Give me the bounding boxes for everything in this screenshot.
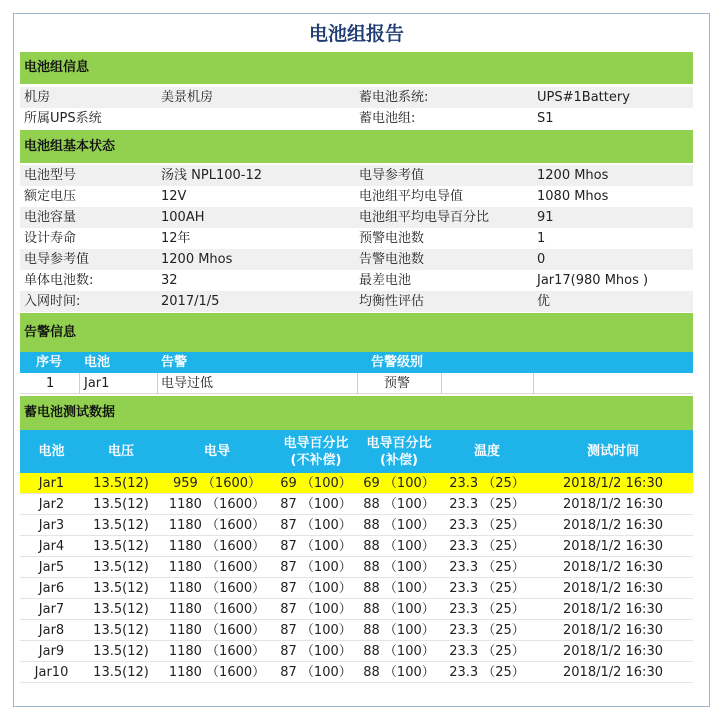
alarm-header [20,352,693,373]
test-temperature: 23.3 （25） [449,518,525,533]
info-label: 机房 [24,90,51,105]
test-battery: Jar5 [38,560,65,575]
status-row [20,207,693,228]
test-battery: Jar6 [38,581,65,596]
test-time: 2018/1/2 16:30 [563,539,663,554]
test-pct-comp: 88 （100） [363,518,435,533]
test-battery: Jar9 [38,644,65,659]
status-value: 优 [537,294,551,309]
test-battery: Jar3 [38,518,65,533]
status-label: 最差电池 [359,273,412,288]
info-grid [20,87,693,129]
status-value: 32 [161,273,178,288]
test-temperature: 23.3 （25） [449,539,525,554]
test-conductance: 1180 （1600） [168,539,266,554]
test-time: 2018/1/2 16:30 [563,665,663,680]
test-temperature: 23.3 （25） [449,623,525,638]
section-battery-info: 电池组信息 [20,52,693,84]
test-battery: Jar7 [38,602,65,617]
test-conductance: 1180 （1600） [168,623,266,638]
info-label: 所属UPS系统 [24,111,102,126]
test-temperature: 23.3 （25） [449,602,525,617]
info-value: UPS#1Battery [537,90,630,105]
status-label: 告警电池数 [359,252,425,267]
info-value: 美景机房 [161,90,214,105]
table-row [20,662,693,683]
test-pct-comp: 69 （100） [363,476,435,491]
alarm-header-level: 告警级别 [371,355,424,370]
test-header [20,430,693,473]
section-test-data: 蓄电池测试数据 [20,396,693,430]
test-header-pct-comp: 电导百分比 (补偿) [366,435,432,468]
test-time: 2018/1/2 16:30 [563,497,663,512]
alarm-level: 预警 [384,376,411,391]
test-header-voltage: 电压 [107,444,134,459]
alarm-header-alarm: 告警 [161,355,188,370]
status-value: 100AH [161,210,205,225]
status-label: 入网时间: [24,294,81,309]
test-conductance: 1180 （1600） [168,644,266,659]
test-voltage: 13.5(12) [93,476,149,491]
test-time: 2018/1/2 16:30 [563,602,663,617]
test-temperature: 23.3 （25） [449,497,525,512]
status-label: 电池组平均电导百分比 [359,210,490,225]
table-row [20,536,693,557]
report-title: 电池组报告 [308,23,404,45]
test-conductance: 1180 （1600） [168,497,266,512]
status-label: 电池型号 [24,168,77,183]
test-temperature: 23.3 （25） [449,581,525,596]
status-label: 均衡性评估 [359,294,425,309]
status-value: 1200 Mhos [537,168,609,183]
info-label: 蓄电池系统: [359,90,429,105]
test-conductance: 1180 （1600） [168,665,266,680]
test-temperature: 23.3 （25） [449,560,525,575]
test-conductance: 959 （1600） [172,476,262,491]
test-time: 2018/1/2 16:30 [563,623,663,638]
table-row [20,473,693,494]
table-row [20,620,693,641]
status-row [20,291,693,312]
test-pct-comp: 88 （100） [363,644,435,659]
test-time: 2018/1/2 16:30 [563,560,663,575]
status-value: 0 [537,252,546,267]
test-voltage: 13.5(12) [93,518,149,533]
test-time: 2018/1/2 16:30 [563,644,663,659]
test-header-conductance: 电导 [203,444,230,459]
status-grid [20,165,693,312]
test-voltage: 13.5(12) [93,665,149,680]
status-label: 单体电池数: [24,273,94,288]
section-alarm-info: 告警信息 [20,313,693,352]
test-battery: Jar4 [38,539,65,554]
test-header-battery: 电池 [38,444,65,459]
test-pct-uncomp: 87 （100） [280,644,352,659]
status-row [20,270,693,291]
info-label: 蓄电池组: [359,111,416,126]
status-label: 电池组平均电导值 [359,189,464,204]
test-pct-comp: 88 （100） [363,602,435,617]
status-value: 2017/1/5 [161,294,220,309]
status-value: 1 [537,231,546,246]
test-voltage: 13.5(12) [93,560,149,575]
test-time: 2018/1/2 16:30 [563,476,663,491]
test-conductance: 1180 （1600） [168,518,266,533]
status-value: 12V [161,189,187,204]
test-pct-uncomp: 87 （100） [280,623,352,638]
test-pct-comp: 88 （100） [363,623,435,638]
test-voltage: 13.5(12) [93,644,149,659]
test-pct-uncomp: 69 （100） [280,476,352,491]
test-conductance: 1180 （1600） [168,581,266,596]
table-row [20,599,693,620]
test-battery: Jar10 [34,665,69,680]
test-pct-uncomp: 87 （100） [280,581,352,596]
alarm-header-battery: 电池 [84,355,111,370]
status-label: 设计寿命 [24,231,77,246]
section-basic-status: 电池组基本状态 [20,130,693,163]
status-value: 1200 Mhos [161,252,233,267]
status-row [20,228,693,249]
alarm-header-index: 序号 [36,355,63,370]
status-value: 汤浅 NPL100-12 [161,168,262,183]
test-temperature: 23.3 （25） [449,476,525,491]
test-battery: Jar8 [38,623,65,638]
status-label: 电池容量 [24,210,77,225]
test-voltage: 13.5(12) [93,539,149,554]
test-table-body [20,473,693,683]
table-row [20,557,693,578]
test-pct-comp: 88 （100） [363,497,435,512]
status-row [20,249,693,270]
test-conductance: 1180 （1600） [168,560,266,575]
test-pct-comp: 88 （100） [363,581,435,596]
test-voltage: 13.5(12) [93,602,149,617]
test-pct-uncomp: 87 （100） [280,539,352,554]
info-row [20,87,693,108]
test-pct-comp: 88 （100） [363,560,435,575]
status-row [20,186,693,207]
test-header-test-time: 测试时间 [586,444,639,459]
test-time: 2018/1/2 16:30 [563,518,663,533]
alarm-index: 1 [46,376,55,391]
test-pct-uncomp: 87 （100） [280,560,352,575]
test-voltage: 13.5(12) [93,623,149,638]
status-value: 1080 Mhos [537,189,609,204]
table-row [20,641,693,662]
test-pct-comp: 88 （100） [363,539,435,554]
test-pct-uncomp: 87 （100） [280,497,352,512]
test-voltage: 13.5(12) [93,497,149,512]
alarm-text: 电导过低 [161,376,214,391]
status-label: 预警电池数 [359,231,425,246]
test-time: 2018/1/2 16:30 [563,581,663,596]
test-battery: Jar1 [38,476,65,491]
info-value: S1 [537,111,554,126]
test-voltage: 13.5(12) [93,581,149,596]
status-label: 电导参考值 [24,252,90,267]
table-row [20,578,693,599]
status-value: 12年 [161,231,191,246]
test-temperature: 23.3 （25） [449,665,525,680]
test-conductance: 1180 （1600） [168,602,266,617]
test-pct-uncomp: 87 （100） [280,665,352,680]
status-label: 电导参考值 [359,168,425,183]
alarm-battery: Jar1 [84,376,110,391]
test-battery: Jar2 [38,497,65,512]
table-row [20,494,693,515]
status-row [20,165,693,186]
test-pct-uncomp: 87 （100） [280,518,352,533]
alarm-row [20,373,693,394]
test-header-pct-uncomp: 电导百分比 (不补偿) [283,435,349,468]
info-row [20,108,693,129]
test-header-temperature: 温度 [473,444,500,459]
status-value: Jar17(980 Mhos ) [537,273,649,288]
test-temperature: 23.3 （25） [449,644,525,659]
status-value: 91 [537,210,554,225]
test-pct-uncomp: 87 （100） [280,602,352,617]
table-row [20,515,693,536]
test-pct-comp: 88 （100） [363,665,435,680]
status-label: 额定电压 [24,189,77,204]
